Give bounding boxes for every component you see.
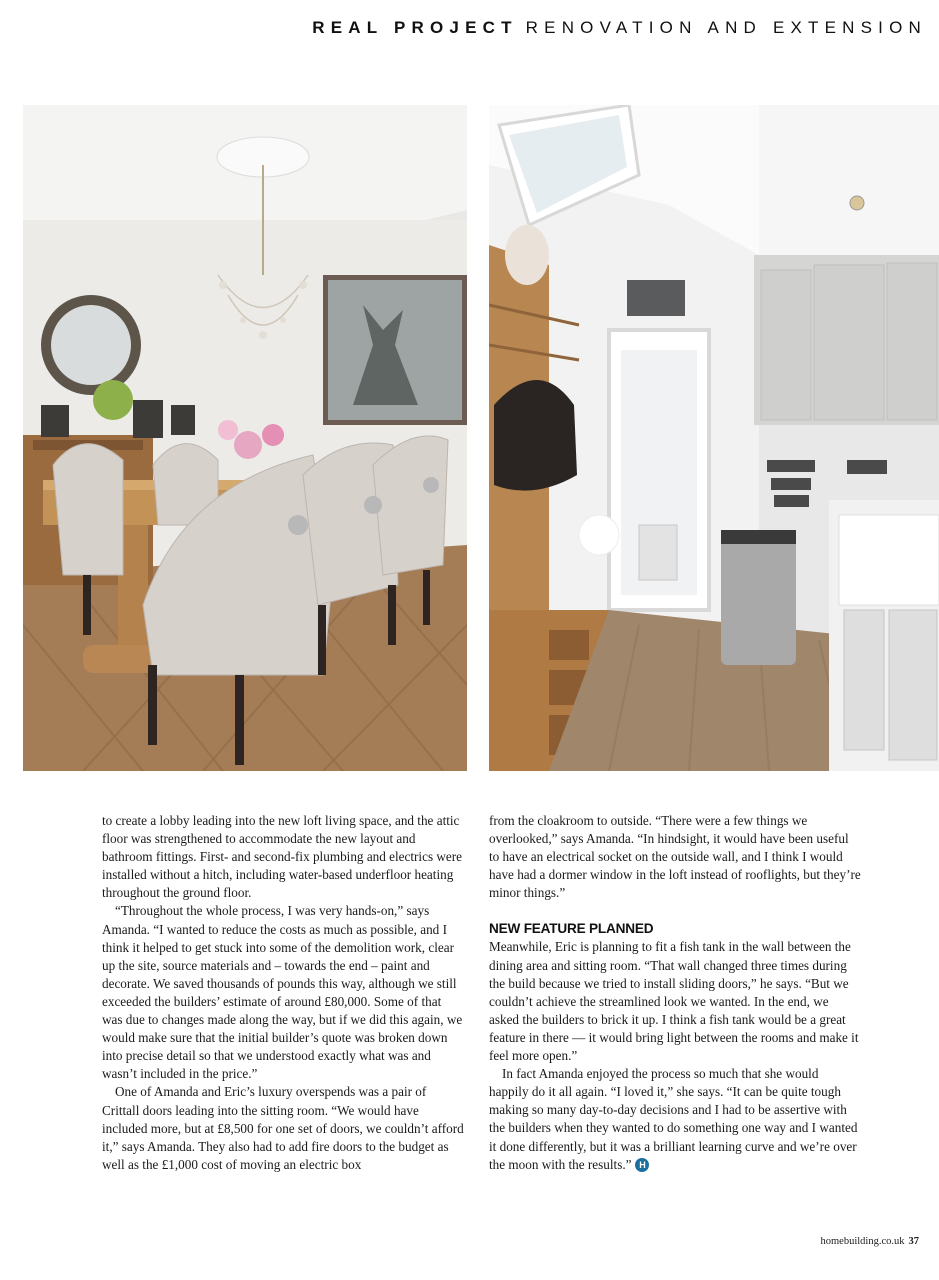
paragraph: from the cloakroom to outside. “There were a few things we overlooked,” says Amanda. “In hindsight, it would have been useful to have an electrical socket on the outside wall, and I think I would have had a dormer window in the loft instead of rooflights, but they’re minor things.”	[489, 813, 861, 901]
article-column-right	[489, 812, 861, 1174]
paragraph: Meanwhile, Eric is planning to fit a fish tank in the wall between the dining area and sitting room. “That wall changed three times during the build because we tried to install sliding doors,” he says. “But we couldn’t achieve the streamlined look we wanted. In the end, we asked the builders to brick it up. I think a fish tank would be a great feature in there — it would bring light between the rooms and make it feel more open.”	[489, 939, 859, 1064]
utility-room-photo	[489, 105, 939, 771]
paragraph: One of Amanda and Eric’s luxury overspends was a pair of Crittall doors leading into the sitting room. “We would have included more, but at £8,500 for one set of doors, we couldn’t afford it,” says Amanda. They also had to add fire doors to the budget as well as the £1,000 cost of moving an electric box	[102, 1084, 464, 1172]
paragraph-text: In fact Amanda enjoyed the process so much that she would happily do it all again. “I loved it,” she says. “It can be quite tough making so many day-to-day decisions and I had to be assertive with the builders when they wanted to do something one way and I wanted it done differently, but it was a brilliant learning curve and we’re over the moon with the results.”	[489, 1066, 858, 1172]
page-footer	[821, 1236, 920, 1247]
end-mark-icon: H	[635, 1158, 649, 1172]
article-column-left	[102, 812, 464, 1174]
footer-site: homebuilding.co.uk	[820, 1236, 905, 1247]
paragraph: “Throughout the whole process, I was very hands-on,” says Amanda. “I wanted to reduce the costs as much as possible, and I think it helped to get stuck into some of the demolition work, clear up the site, source materials and – towards the end – paint and decorate. We saved thousands of pounds this way, although we still exceeded the builders’ estimate of around £80,000. Some of that was due to changes made along the way, but if we did this again, we would make sure that the initial builder’s quote was broken down into precise detail so that we understood exactly what was and wasn’t included in the price.”	[102, 903, 463, 1082]
page-number: 37	[908, 1236, 919, 1247]
section-label: REAL PROJECT	[312, 18, 518, 37]
paragraph-final	[489, 1065, 861, 1174]
subheading: NEW FEATURE PLANNED	[489, 921, 654, 937]
dining-room-photo	[23, 105, 467, 771]
running-header	[312, 18, 927, 38]
subsection-label: RENOVATION AND EXTENSION	[525, 18, 927, 37]
paragraph: to create a lobby leading into the new loft living space, and the attic floor was strengthened to accommodate the new layout and bathroom fittings. First- and second-fix plumbing and electrics were installed without a hitch, including water-based underfloor heating throughout the ground floor.	[102, 813, 463, 901]
